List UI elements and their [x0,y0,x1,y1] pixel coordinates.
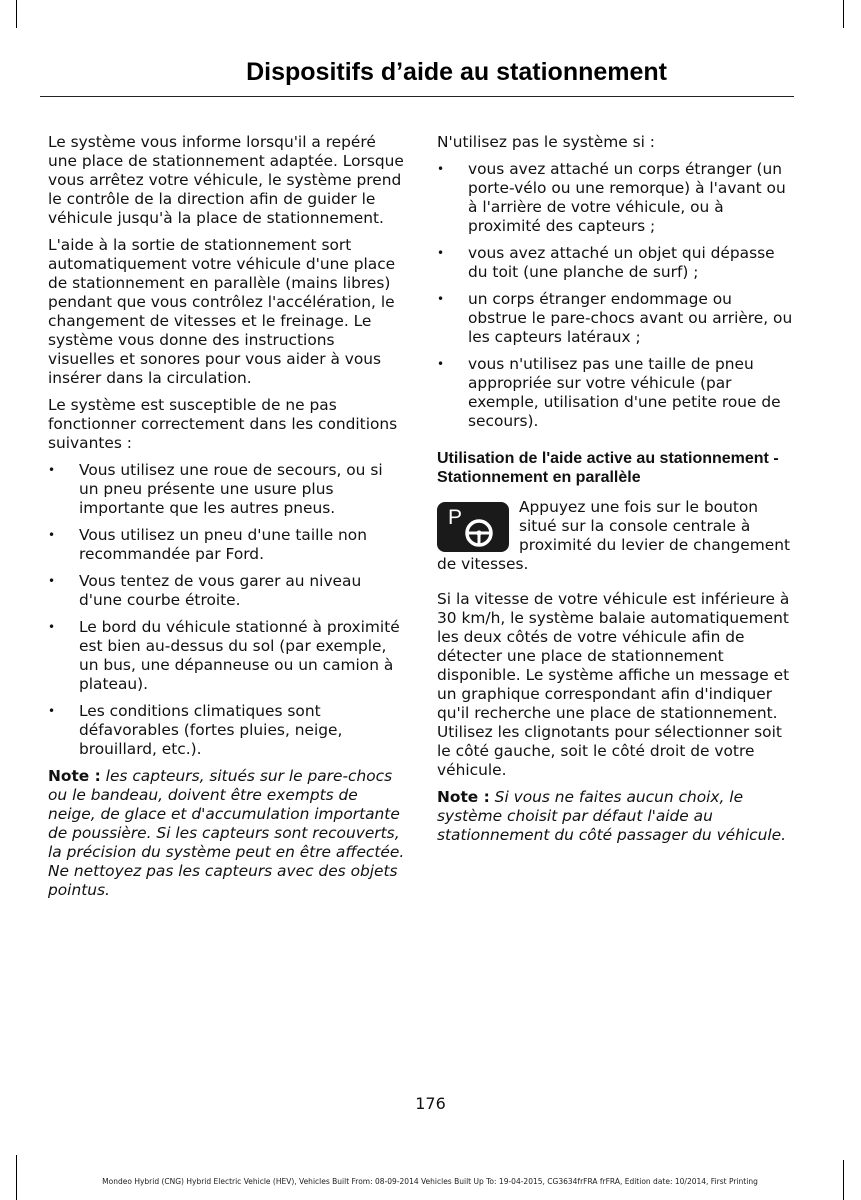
park-assist-icon [437,502,509,552]
park-out-paragraph: L'aide à la sortie de stationnement sort automatiquement votre véhicule d'une place de stationnement en parallèle (mains libres) pendant que vous contrôlez l'accélération, le changement de vitesses et le freinage. Le système vous donne des instructions visuelles et sonores pour vous aider à vous insérer dans la circulation. [48,236,396,387]
svg-text:P: P [448,506,463,529]
crop-mark-top-right [843,0,844,28]
list-item-text: Les conditions climatiques sont défavorables (fortes pluies, neige, brouillard, etc.). [79,702,343,758]
default-side-note [437,788,793,845]
limitations-list [48,461,406,759]
list-item [48,702,406,759]
page-footer: Mondeo Hybrid (CNG) Hybrid Electric Vehicle (HEV), Vehicles Built From: 08-09-2014 Vehicles Built Up To: 19-04-2015, CG3634frFRA frFRA, Edition date: 10/2014, First Printing [102,1177,758,1186]
sensor-note [48,767,406,900]
right-column [437,133,793,853]
bullet-glyph: • [48,574,56,588]
list-item [48,572,406,610]
park-button-instruction [437,498,793,574]
crop-mark-bottom-left [16,1155,17,1200]
bullet-glyph: • [437,162,445,176]
section-heading: Utilisation de l'aide active au stationnement - Stationnement en parallèle [437,450,779,486]
park-assist-steering-wheel-icon [437,502,509,552]
do-not-use-intro: N'utilisez pas le système si : [437,133,655,151]
instruction-text: Appuyez une fois sur le bouton situé sur la console centrale à proximité du levier de changement de vitesses. [437,498,791,573]
list-item-text: vous avez attaché un objet qui dépasse du toit (une planche de surf) ; [468,244,775,281]
list-item [437,160,793,236]
bullet-glyph: • [48,463,56,477]
list-item [48,618,406,694]
list-item-text: Vous tentez de vous garer au niveau d'une courbe étroite. [79,572,362,609]
list-item-text: vous avez attaché un corps étranger (un porte-vélo ou une remorque) à l'avant ou à l'arrière de votre véhicule, ou à proximité des capteurs ; [468,160,786,235]
note-label: Note : [48,767,101,785]
bullet-glyph: • [437,357,445,371]
list-item-text: Le bord du véhicule stationné à proximité est bien au-dessus du sol (par exemple, un bus, une dépanneuse ou un camion à plateau). [79,618,400,693]
list-item [48,461,406,518]
list-item [437,290,793,347]
list-item [48,526,406,564]
bullet-glyph: • [48,704,56,718]
list-item [437,244,793,282]
bullet-glyph: • [437,292,445,306]
crop-mark-bottom-right [843,1160,844,1200]
list-item-text: vous n'utilisez pas une taille de pneu appropriée sur votre véhicule (par exemple, utilisation d'une petite roue de secours). [468,355,781,430]
left-column [48,133,406,908]
scan-paragraph: Si la vitesse de votre véhicule est inférieure à 30 km/h, le système balaie automatiquement les deux côtés de votre véhicule afin de détecter une place de stationnement disponible. Le système affiche un message et un graphique correspondant afin d'indiquer qu'il recherche une place de stationnement. Utilisez les clignotants pour sélectionner soit le côté gauche, soit le côté droit de votre véhicule. [437,590,790,779]
do-not-use-list [437,160,793,431]
intro-paragraph: Le système vous informe lorsqu'il a repéré une place de stationnement adaptée. Lorsque vous arrêtez votre véhicule, le système prend le contrôle de la direction afin de guider le véhicule jusqu'à la place de stationnement. [48,133,404,227]
list-item-text: Vous utilisez une roue de secours, ou si un pneu présente une usure plus importante que les autres pneus. [79,461,383,517]
bullet-glyph: • [48,620,56,634]
limitations-intro: Le système est susceptible de ne pas fonctionner correctement dans les conditions suivantes : [48,396,398,452]
list-item [437,355,793,431]
list-item-text: un corps étranger endommage ou obstrue le pare-chocs avant ou arrière, ou les capteurs latéraux ; [468,290,793,346]
note-label: Note : [437,788,490,806]
crop-mark-top-left [16,0,17,28]
bullet-glyph: • [48,528,56,542]
bullet-glyph: • [437,246,445,260]
title-rule [40,96,794,97]
page-title: Dispositifs d’aide au stationnement [246,58,667,86]
page-number: 176 [415,1094,446,1113]
list-item-text: Vous utilisez un pneu d'une taille non recommandée par Ford. [79,526,367,563]
note-text: les capteurs, situés sur le pare-chocs ou le bandeau, doivent être exempts de neige, de glace et d'accumulation importante de poussière. Si les capteurs sont recouverts, la précision du système peut en être affectée. Ne nettoyez pas les capteurs avec des objets pointus. [48,767,405,899]
note-text: Si vous ne faites aucun choix, le système choisit par défaut l'aide au stationnement du côté passager du véhicule. [437,788,787,844]
